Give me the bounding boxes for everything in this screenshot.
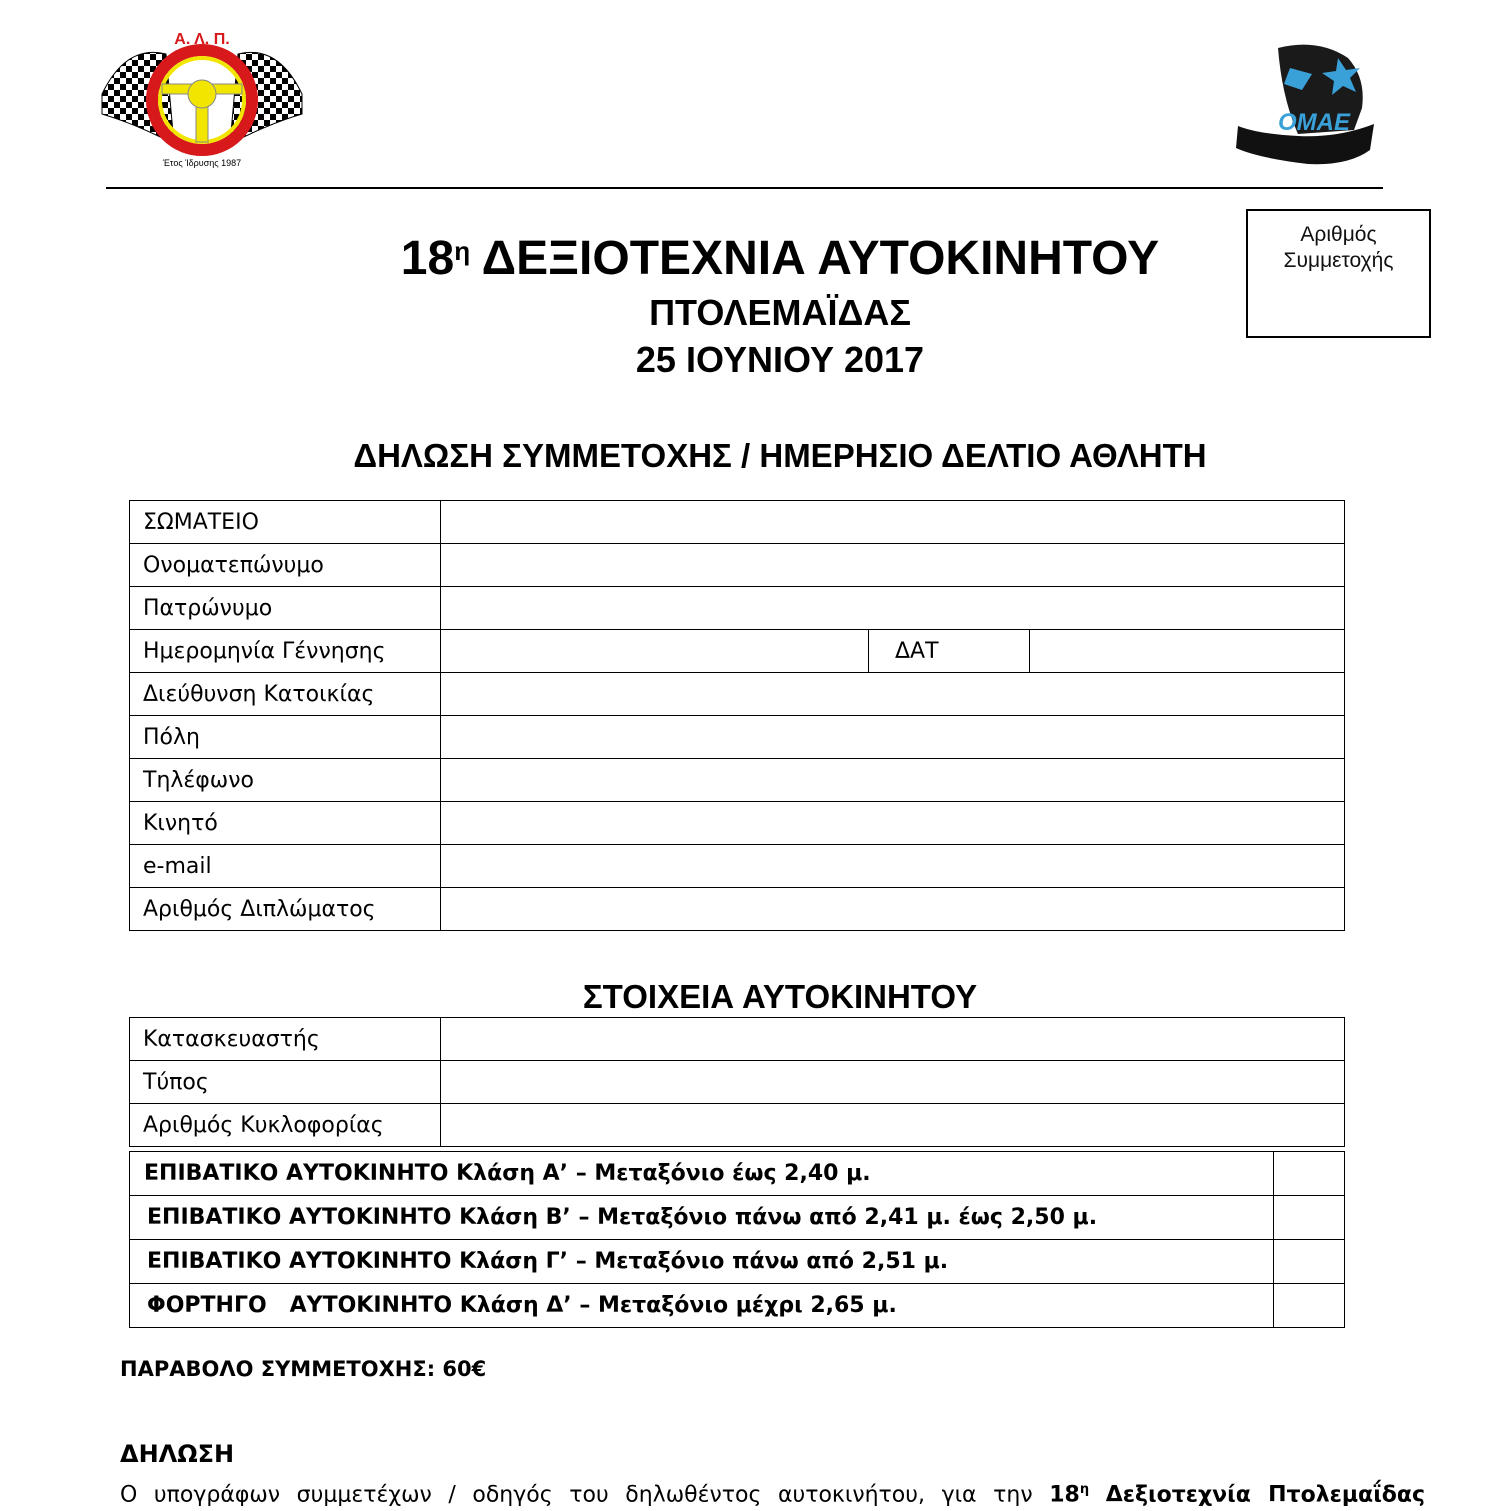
class-a-label: ΕΠΙΒΑΤΙΚΟ ΑΥΤΟΚΙΝΗΤΟ Κλάση Α’ – Μεταξόνιο έως 2,40 μ. bbox=[130, 1152, 1274, 1196]
registration-input[interactable] bbox=[441, 1104, 1345, 1147]
car-section-title: ΣΤΟΙΧΕΙΑ ΑΥΤΟΚΙΝΗΤΟΥ bbox=[582, 978, 978, 1015]
field-label-email: e-mail bbox=[130, 845, 441, 888]
event-city: ΠΤΟΛΕΜΑΪΔΑΣ bbox=[649, 292, 911, 333]
address-input[interactable] bbox=[441, 673, 1345, 716]
header-divider bbox=[106, 187, 1383, 189]
event-number-suffix: η bbox=[454, 236, 471, 266]
table-row bbox=[130, 544, 1345, 587]
field-label-id-card: ΔΑΤ bbox=[869, 630, 1030, 673]
athlete-info-table bbox=[129, 500, 1345, 931]
declaration-event-suffix: η bbox=[1079, 1482, 1090, 1497]
class-a-checkbox[interactable] bbox=[1274, 1152, 1345, 1196]
field-label-license: Αριθμός Διπλώματος bbox=[130, 888, 441, 931]
car-info-table bbox=[129, 1017, 1345, 1147]
father-name-input[interactable] bbox=[441, 587, 1345, 630]
table-row bbox=[130, 888, 1345, 931]
full-name-input[interactable] bbox=[441, 544, 1345, 587]
field-label-club: ΣΩΜΑΤΕΙΟ bbox=[130, 501, 441, 544]
table-row bbox=[130, 501, 1345, 544]
table-row bbox=[130, 1152, 1345, 1196]
field-label-manufacturer: Κατασκευαστής bbox=[130, 1018, 441, 1061]
declaration-event-name: Δεξιοτεχνία Πτολεμαΐδας bbox=[1105, 1482, 1425, 1508]
event-date: 25 ΙΟΥΝΙΟΥ 2017 bbox=[635, 339, 925, 380]
class-d-checkbox[interactable] bbox=[1274, 1284, 1345, 1328]
table-row bbox=[130, 673, 1345, 716]
club-input[interactable] bbox=[441, 501, 1345, 544]
declaration-event-number: 18 bbox=[1049, 1482, 1080, 1508]
field-label-address: Διεύθυνση Κατοικίας bbox=[130, 673, 441, 716]
phone-input[interactable] bbox=[441, 759, 1345, 802]
table-row bbox=[130, 630, 1345, 673]
table-row bbox=[130, 1284, 1345, 1328]
declaration-text-start: Ο υπογράφων συμμετέχων / οδηγός του δηλωθέντος αυτοκινήτου, για την bbox=[120, 1482, 1033, 1508]
class-c-label: ΕΠΙΒΑΤΙΚΟ ΑΥΤΟΚΙΝΗΤΟ Κλάση Γ’ – Μεταξόνιο πάνω από 2,51 μ. bbox=[130, 1240, 1274, 1284]
table-row bbox=[130, 1061, 1345, 1104]
type-input[interactable] bbox=[441, 1061, 1345, 1104]
id-card-input[interactable] bbox=[1030, 630, 1345, 673]
mobile-input[interactable] bbox=[441, 802, 1345, 845]
field-label-birth-date: Ημερομηνία Γέννησης bbox=[130, 630, 441, 673]
alp-logo-caption: Έτος Ίδρυσης 1987 bbox=[162, 158, 242, 168]
license-input[interactable] bbox=[441, 888, 1345, 931]
field-label-mobile: Κινητό bbox=[130, 802, 441, 845]
declaration-title: ΔΗΛΩΣΗ bbox=[120, 1440, 235, 1468]
table-row bbox=[130, 716, 1345, 759]
participation-fee: ΠΑΡΑΒΟΛΟ ΣΥΜΜΕΤΟΧΗΣ: 60€ bbox=[120, 1357, 487, 1381]
class-selection-table bbox=[129, 1151, 1345, 1328]
field-label-type: Τύπος bbox=[130, 1061, 441, 1104]
email-input[interactable] bbox=[441, 845, 1345, 888]
manufacturer-input[interactable] bbox=[441, 1018, 1345, 1061]
field-label-full-name: Ονοματεπώνυμο bbox=[130, 544, 441, 587]
table-row bbox=[130, 587, 1345, 630]
class-b-label: ΕΠΙΒΑΤΙΚΟ ΑΥΤΟΚΙΝΗΤΟ Κλάση Β’ – Μεταξόνιο πάνω από 2,41 μ. έως 2,50 μ. bbox=[130, 1196, 1274, 1240]
field-label-father-name: Πατρώνυμο bbox=[130, 587, 441, 630]
table-row bbox=[130, 802, 1345, 845]
form-title: ΔΗΛΩΣΗ ΣΥΜΜΕΤΟΧΗΣ / ΗΜΕΡΗΣΙΟ ΔΕΛΤΙΟ ΑΘΛΗΤΗ bbox=[353, 437, 1207, 474]
omae-logo-text: ΟΜΑΕ bbox=[1278, 109, 1350, 136]
event-name: ΔΕΞΙΟΤΕΧΝΙΑ ΑΥΤΟΚΙΝΗΤΟΥ bbox=[481, 232, 1160, 285]
alp-club-logo bbox=[96, 24, 308, 172]
city-input[interactable] bbox=[441, 716, 1345, 759]
entry-number-label-1: Αριθμός bbox=[1300, 223, 1377, 246]
entry-number-label-2: Συμμετοχής bbox=[1283, 249, 1394, 272]
table-row bbox=[130, 1018, 1345, 1061]
class-b-checkbox[interactable] bbox=[1274, 1196, 1345, 1240]
entry-number-box[interactable] bbox=[1246, 209, 1431, 338]
alp-logo-text: Α. Λ. Π. bbox=[174, 31, 230, 48]
table-row bbox=[130, 1104, 1345, 1147]
table-row bbox=[130, 1196, 1345, 1240]
class-c-checkbox[interactable] bbox=[1274, 1240, 1345, 1284]
declaration-text bbox=[120, 1474, 1425, 1511]
table-row bbox=[130, 759, 1345, 802]
field-label-city: Πόλη bbox=[130, 716, 441, 759]
event-title bbox=[330, 228, 1230, 290]
event-number: 18 bbox=[400, 232, 455, 285]
class-d-label: ΦΟΡΤΗΓΟ ΑΥΤΟΚΙΝΗΤΟ Κλάση Δ’ – Μεταξόνιο μέχρι 2,65 μ. bbox=[130, 1284, 1274, 1328]
field-label-registration: Αριθμός Κυκλοφορίας bbox=[130, 1104, 441, 1147]
birth-date-input[interactable] bbox=[441, 630, 869, 673]
table-row bbox=[130, 1240, 1345, 1284]
field-label-phone: Τηλέφωνο bbox=[130, 759, 441, 802]
table-row bbox=[130, 845, 1345, 888]
omae-federation-logo bbox=[1228, 38, 1378, 172]
